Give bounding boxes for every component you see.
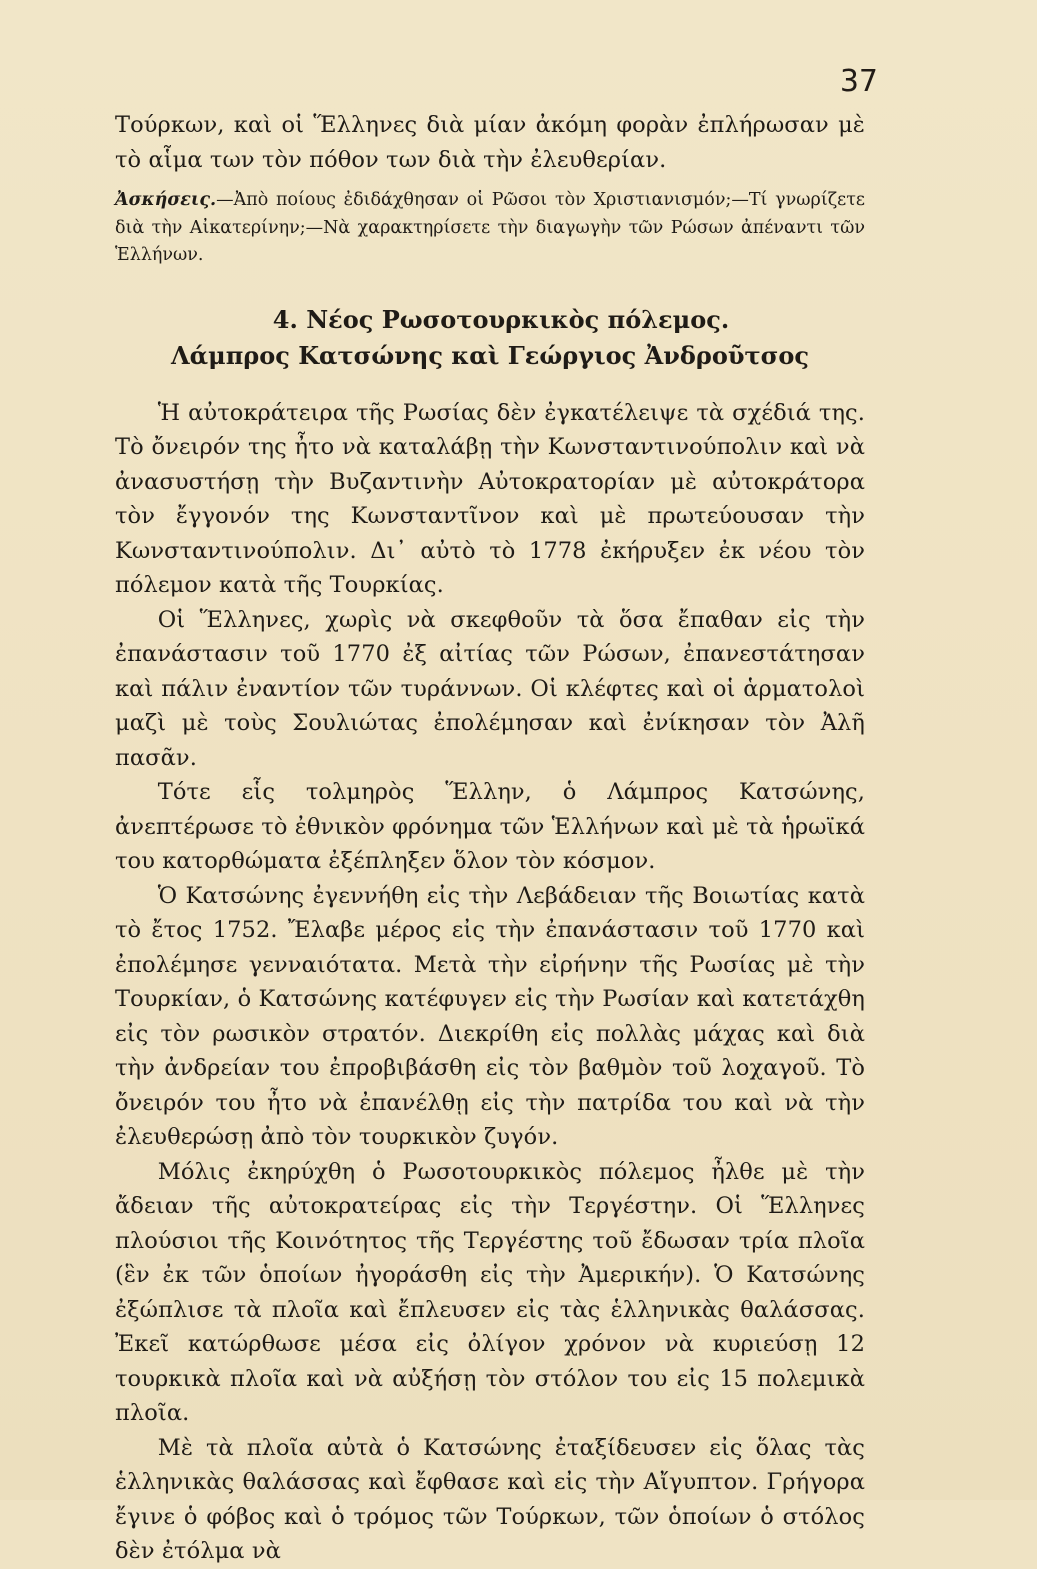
body-paragraph-4: Ὁ Κατσώνης ἐγεννήθη εἰς τὴν Λεβάδειαν τῆς Βοιωτίας κατὰ τὸ ἔτος 1752. Ἔλαβε μέρος εἰς τὴν ἐπανάστασιν τοῦ 1770 καὶ ἐπολέμησε γενναιότατα. Μετὰ τὴν εἰρήνην τῆς Ρωσίας μὲ τὴν Τουρκίαν, ὁ Κατσώνης κατέφυγεν εἰς τὴν Ρωσίαν καὶ κατετάχθη εἰς τὸν ρωσικὸν στρατόν. Διεκρίθη εἰς πολλὰς μάχας καὶ διὰ τὴν ἀνδρείαν του ἐπροβιβάσθη εἰς τὸν βαθμὸν τοῦ λοχαγοῦ. Τὸ ὄνειρόν του ἦτο νὰ ἐπανέλθῃ εἰς τὴν πατρίδα του καὶ νὰ τὴν ἐλευθερώσῃ ἀπὸ τὸν τουρκικὸν ζυγόν.: [115, 882, 865, 1150]
exercises-text: —Ἀπὸ ποίους ἐδιδάχθησαν οἱ Ρῶσοι τὸν Χριστιανισμόν;—Τί γνωρίζετε διὰ τὴν Αἰκατερίνην;—Νὰ χαρακτηρίσετε τὴν διαγωγὴν τῶν Ρώσων ἀπέναντι τῶν Ἑλλήνων.: [115, 190, 865, 265]
body-paragraph-1: Ἡ αὐτοκράτειρα τῆς Ρωσίας δὲν ἐγκατέλειψε τὰ σχέδιά της. Τὸ ὄνειρόν της ἦτο νὰ καταλάβῃ τὴν Κωνσταντινούπολιν καὶ νὰ ἀνασυστήσῃ τὴν Βυζαντινὴν Αὐτοκρατορίαν μὲ αὐτοκράτορα τὸν ἔγγονόν της Κωνσταντῖνον καὶ μὲ πρωτεύουσαν τὴν Κωνσταντινούπολιν. Δι᾽ αὐτὸ τὸ 1778 ἐκήρυξεν ἐκ νέου τὸν πόλεμον κατὰ τῆς Τουρκίας.: [115, 399, 865, 598]
body-paragraph-5: Μόλις ἐκηρύχθη ὁ Ρωσοτουρκικὸς πόλεμος ἦλθε μὲ τὴν ἄδειαν τῆς αὐτοκρατείρας εἰς τὴν Τεργέστην. Οἱ Ἕλληνες πλούσιοι τῆς Κοινότητος τῆς Τεργέστης τοῦ ἔδωσαν τρία πλοῖα (ἓν ἐκ τῶν ὁποίων ἠγοράσθη εἰς τὴν Ἀμερικήν). Ὁ Κατσώνης ἐξώπλισε τὰ πλοῖα καὶ ἔπλευσεν εἰς τὰς ἑλληνικὰς θαλάσσας. Ἐκεῖ κατώρθωσε μέσα εἰς ὀλίγον χρόνον νὰ κυριεύσῃ 12 τουρκικὰ πλοῖα καὶ νὰ αὐξήσῃ τὸν στόλον του εἰς 15 πολεμικὰ πλοῖα.: [115, 1158, 865, 1426]
body-paragraph-2: Οἱ Ἕλληνες, χωρὶς νὰ σκεφθοῦν τὰ ὅσα ἔπαθαν εἰς τὴν ἐπανάστασιν τοῦ 1770 ἐξ αἰτίας τῶν Ρώσων, ἐπανεστάτησαν καὶ πάλιν ἐναντίον τῶν τυράννων. Οἱ κλέφτες καὶ οἱ ἁρματολοὶ μαζὶ μὲ τοὺς Σουλιώτας ἐπολέμησαν καὶ ἐνίκησαν τὸν Ἀλῆ πασᾶν.: [115, 606, 865, 771]
section-title: [115, 302, 865, 374]
text-column: [115, 108, 865, 1569]
section-title-line-2: Λάμπρος Κατσώνης καὶ Γεώργιος Ἀνδροῦτσος: [171, 340, 809, 370]
exercises-block: [115, 187, 865, 270]
exercises-label: Ἀσκήσεις.: [115, 190, 217, 210]
section-title-line-1: 4. Νέος Ρωσοτουρκικὸς πόλεμος.: [272, 304, 730, 334]
body-paragraph-3: Τότε εἷς τολμηρὸς Ἕλλην, ὁ Λάμπρος Κατσώνης, ἀνεπτέρωσε τὸ ἐθνικὸν φρόνημα τῶν Ἑλλήνων καὶ μὲ τὰ ἡρωϊκά του κατορθώματα ἐξέπληξεν ὅλον τὸν κόσμον.: [115, 779, 865, 874]
page-number: 37: [839, 64, 878, 99]
intro-paragraph: Τούρκων, καὶ οἱ Ἕλληνες διὰ μίαν ἀκόμη φορὰν ἐπλήρωσαν μὲ τὸ αἷμα των τὸν πόθον των διὰ τὴν ἐλευθερίαν.: [115, 112, 865, 173]
section-body: [115, 396, 865, 1569]
body-paragraph-6: Μὲ τὰ πλοῖα αὐτὰ ὁ Κατσώνης ἐταξίδευσεν εἰς ὅλας τὰς ἑλληνικὰς θαλάσσας καὶ ἔφθασε καὶ εἰς τὴν Αἴγυπτον. Γρήγορα ἔγινε ὁ φόβος καὶ ὁ τρόμος τῶν Τούρκων, τῶν ὁποίων ὁ στόλος δὲν ἐτόλμα νὰ: [115, 1434, 865, 1564]
